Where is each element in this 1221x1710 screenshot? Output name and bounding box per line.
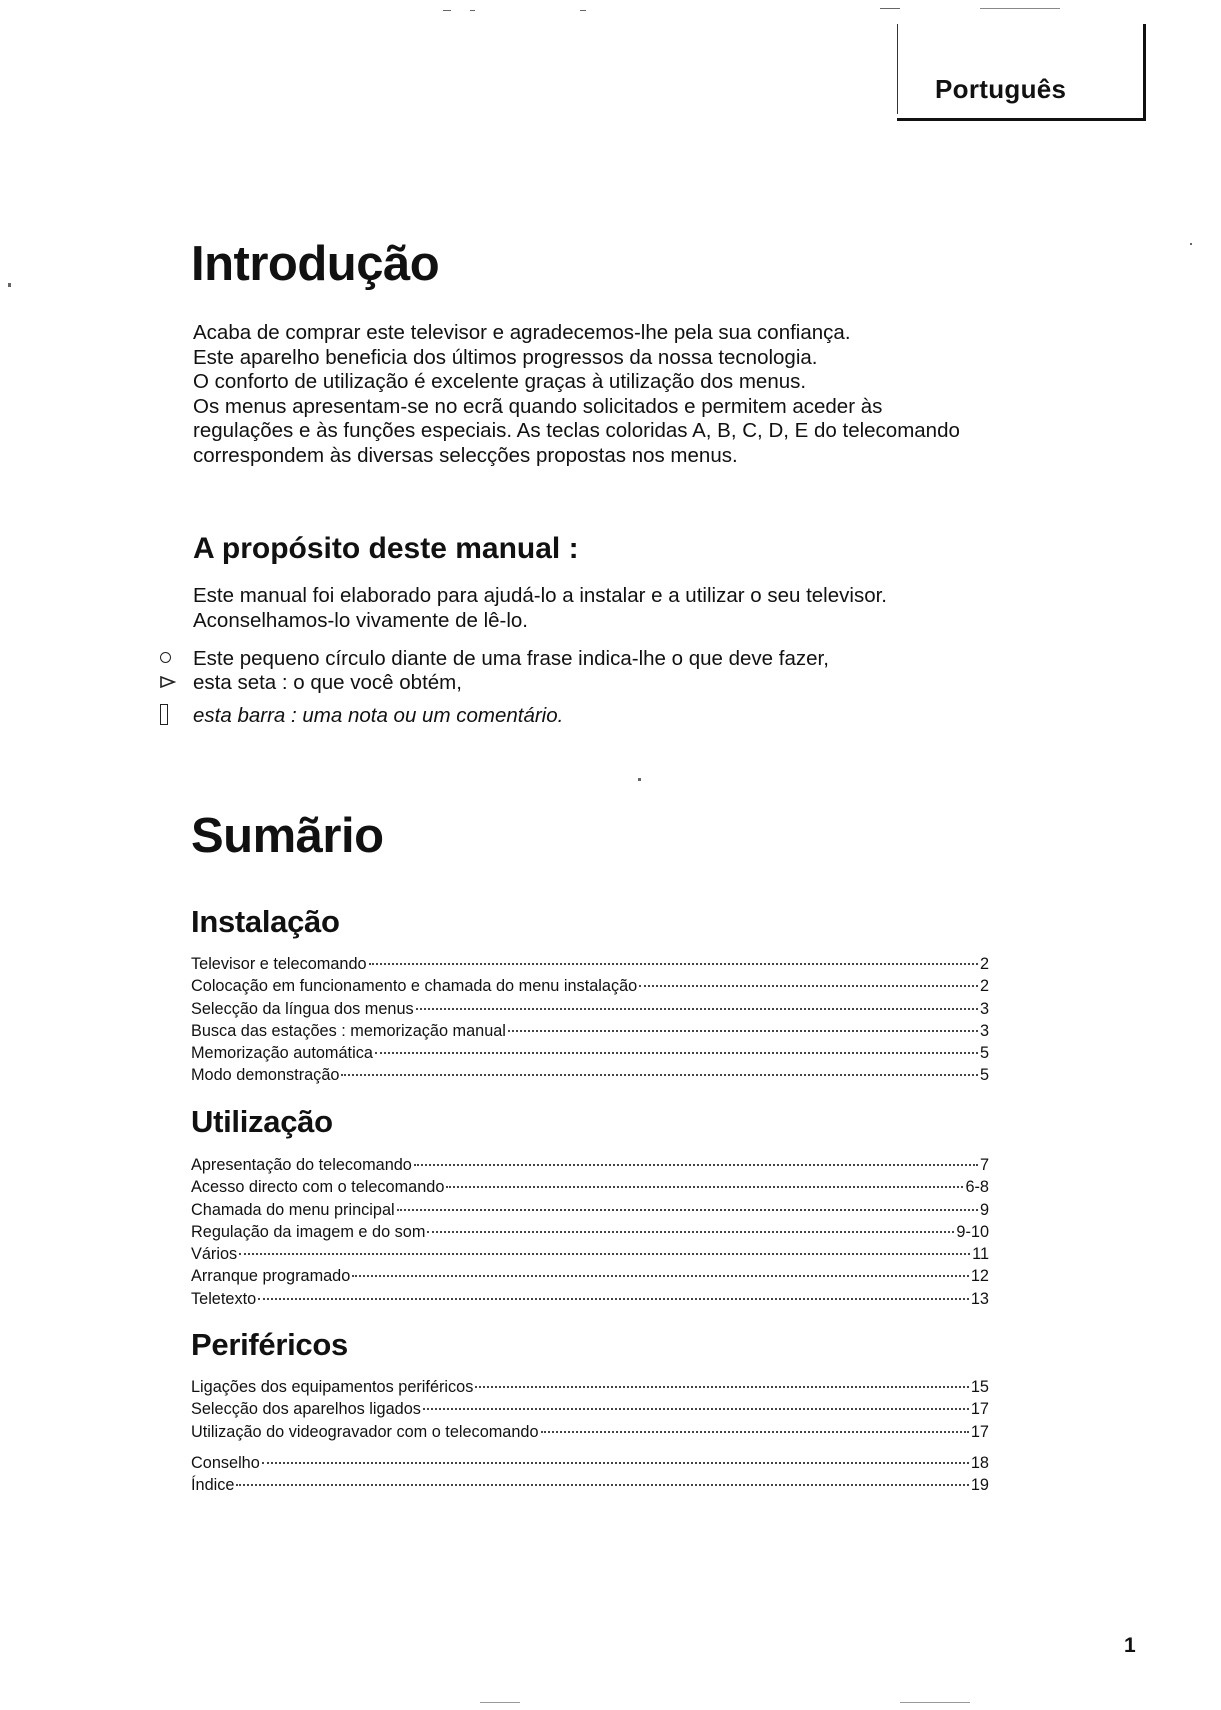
scan-speck <box>980 8 1060 9</box>
about-manual-title: A propósito deste manual : <box>193 532 579 565</box>
toc-entry-page: 17 <box>970 1400 989 1419</box>
toc-leader <box>416 1008 978 1010</box>
scan-speck <box>900 1702 970 1703</box>
toc-entry <box>191 1474 989 1496</box>
toc-entry-title: Colocação em funcionamento e chamada do menu instalação <box>191 977 638 996</box>
toc-entry-title: Vários <box>191 1245 238 1264</box>
toc-entry-title: Selecção dos aparelhos ligados <box>191 1400 421 1419</box>
scan-speck <box>580 10 586 11</box>
toc-entry <box>191 1020 989 1042</box>
toc-leader <box>427 1231 954 1233</box>
scan-speck <box>880 8 900 9</box>
toc-entry <box>191 1288 989 1310</box>
toc-leader <box>446 1186 963 1188</box>
toc-leader <box>375 1052 978 1054</box>
toc-entry-title: Busca das estações : memorização manual <box>191 1021 506 1040</box>
legend-bar-row <box>160 704 564 728</box>
page-number: 1 <box>1124 1634 1136 1657</box>
toc-leader <box>341 1074 978 1076</box>
toc-entry <box>191 1064 989 1086</box>
toc-entry-title: Conselho <box>191 1454 260 1472</box>
toc-entry-title: Selecção da língua dos menus <box>191 999 414 1018</box>
scan-speck <box>638 778 641 781</box>
toc-leader <box>369 963 978 965</box>
toc-list-utilization <box>191 1154 989 1310</box>
toc-entry-title: Memorização automática <box>191 1044 373 1063</box>
toc-entry <box>191 1199 989 1221</box>
toc-entry-page: 19 <box>970 1476 989 1495</box>
toc-entry <box>191 1452 989 1474</box>
toc-entry-page: 17 <box>970 1422 989 1441</box>
toc-entry-page: 15 <box>970 1378 989 1396</box>
toc-entry-title: Ligações dos equipamentos periféricos <box>191 1378 474 1396</box>
toc-entry-title: Regulação da imagem e do som <box>191 1222 426 1241</box>
toc-entry-title: Modo demonstração <box>191 1066 340 1085</box>
language-tab-label: Português <box>935 74 1067 104</box>
toc-entry-title: Utilização do videogravador com o telecomando <box>191 1422 539 1441</box>
toc-heading-installation: Instalação <box>191 904 340 939</box>
toc-entry-page: 2 <box>979 977 989 996</box>
toc-entry-title: Arranque programado <box>191 1267 351 1286</box>
scan-speck <box>480 1702 520 1703</box>
toc-entry-title: Televisor e telecomando <box>191 955 367 973</box>
about-manual-paragraph <box>193 584 887 633</box>
intro-line: correspondem às diversas selecções propostas nos menus. <box>193 443 738 467</box>
toc-entry-title: Índice <box>191 1476 235 1495</box>
toc-list-peripherals <box>191 1376 989 1443</box>
toc-entry-page: 3 <box>979 1021 989 1040</box>
intro-title: Introdução <box>191 237 440 291</box>
language-tab <box>897 24 1146 121</box>
scan-speck <box>1190 243 1192 245</box>
scan-speck <box>8 283 11 287</box>
bar-icon <box>160 704 193 728</box>
intro-line: Os menus apresentam-se no ecrã quando solicitados e permitem aceder às <box>193 394 883 418</box>
toc-leader <box>508 1030 978 1032</box>
toc-leader <box>541 1431 969 1433</box>
intro-line: regulações e às funções especiais. As teclas coloridas A, B, C, D, E do telecomando <box>193 419 960 442</box>
arrow-icon <box>160 671 193 695</box>
legend-circle-row <box>160 647 829 671</box>
toc-entry-page: 6-8 <box>965 1178 989 1197</box>
toc-leader <box>639 985 978 987</box>
toc-entry <box>191 1154 989 1176</box>
toc-entry-title: Apresentação do telecomando <box>191 1156 412 1174</box>
intro-line: Acaba de comprar este televisor e agradecemos-lhe pela sua confiança. <box>193 321 851 344</box>
toc-entry <box>191 1042 989 1064</box>
intro-line: Este aparelho beneficia dos últimos progressos da nossa tecnologia. <box>193 345 818 369</box>
toc-entry-page: 5 <box>979 1044 989 1063</box>
toc-leader <box>236 1484 968 1486</box>
toc-entry-page: 7 <box>979 1156 989 1174</box>
toc-leader <box>258 1298 969 1300</box>
toc-entry <box>191 1421 989 1443</box>
toc-list-extra <box>191 1452 989 1497</box>
toc-entry <box>191 1243 989 1265</box>
about-manual-line: Aconselhamos-lo vivamente de lê-lo. <box>193 608 528 632</box>
legend-arrow-row <box>160 671 462 695</box>
toc-entry <box>191 1265 989 1287</box>
intro-paragraph <box>193 321 1033 468</box>
toc-entry-page: 2 <box>979 955 989 973</box>
toc-entry <box>191 975 989 997</box>
intro-line: O conforto de utilização é excelente graças à utilização dos menus. <box>193 370 807 393</box>
toc-entry-page: 9-10 <box>956 1222 989 1241</box>
scan-speck <box>443 10 451 11</box>
toc-entry <box>191 998 989 1020</box>
toc-leader <box>423 1408 969 1410</box>
toc-entry-page: 5 <box>979 1066 989 1085</box>
scan-speck <box>470 10 475 11</box>
toc-leader <box>397 1209 978 1211</box>
toc-entry-title: Teletexto <box>191 1289 257 1308</box>
toc-list-installation <box>191 953 989 1087</box>
summary-title: Sumãrio <box>191 809 384 863</box>
toc-leader <box>239 1253 970 1255</box>
toc-entry-page: 3 <box>979 999 989 1018</box>
language-tab-rule <box>897 24 898 114</box>
legend-arrow-text: esta seta : o que você obtém, <box>193 671 462 694</box>
toc-entry <box>191 1221 989 1243</box>
toc-entry-title: Chamada do menu principal <box>191 1200 395 1219</box>
toc-entry-page: 13 <box>970 1289 989 1308</box>
toc-leader <box>352 1275 969 1277</box>
about-manual-line: Este manual foi elaborado para ajudá-lo a instalar e a utilizar o seu televisor. <box>193 584 887 607</box>
toc-entry <box>191 953 989 975</box>
toc-entry-page: 11 <box>972 1245 989 1264</box>
toc-entry-page: 18 <box>970 1454 989 1472</box>
toc-leader <box>262 1462 969 1464</box>
toc-heading-utilization: Utilização <box>191 1104 333 1139</box>
toc-entry <box>191 1176 989 1198</box>
toc-leader <box>414 1164 978 1166</box>
toc-leader <box>475 1386 968 1388</box>
circle-icon <box>160 647 193 671</box>
toc-entry <box>191 1376 989 1398</box>
toc-entry-page: 12 <box>970 1267 989 1286</box>
legend-circle-text: Este pequeno círculo diante de uma frase indica-lhe o que deve fazer, <box>193 647 829 670</box>
toc-heading-peripherals: Periféricos <box>191 1327 348 1362</box>
toc-entry <box>191 1398 989 1420</box>
toc-entry-page: 9 <box>979 1200 989 1219</box>
toc-entry-title: Acesso directo com o telecomando <box>191 1178 445 1197</box>
legend-bar-text: esta barra : uma nota ou um comentário. <box>193 704 564 727</box>
